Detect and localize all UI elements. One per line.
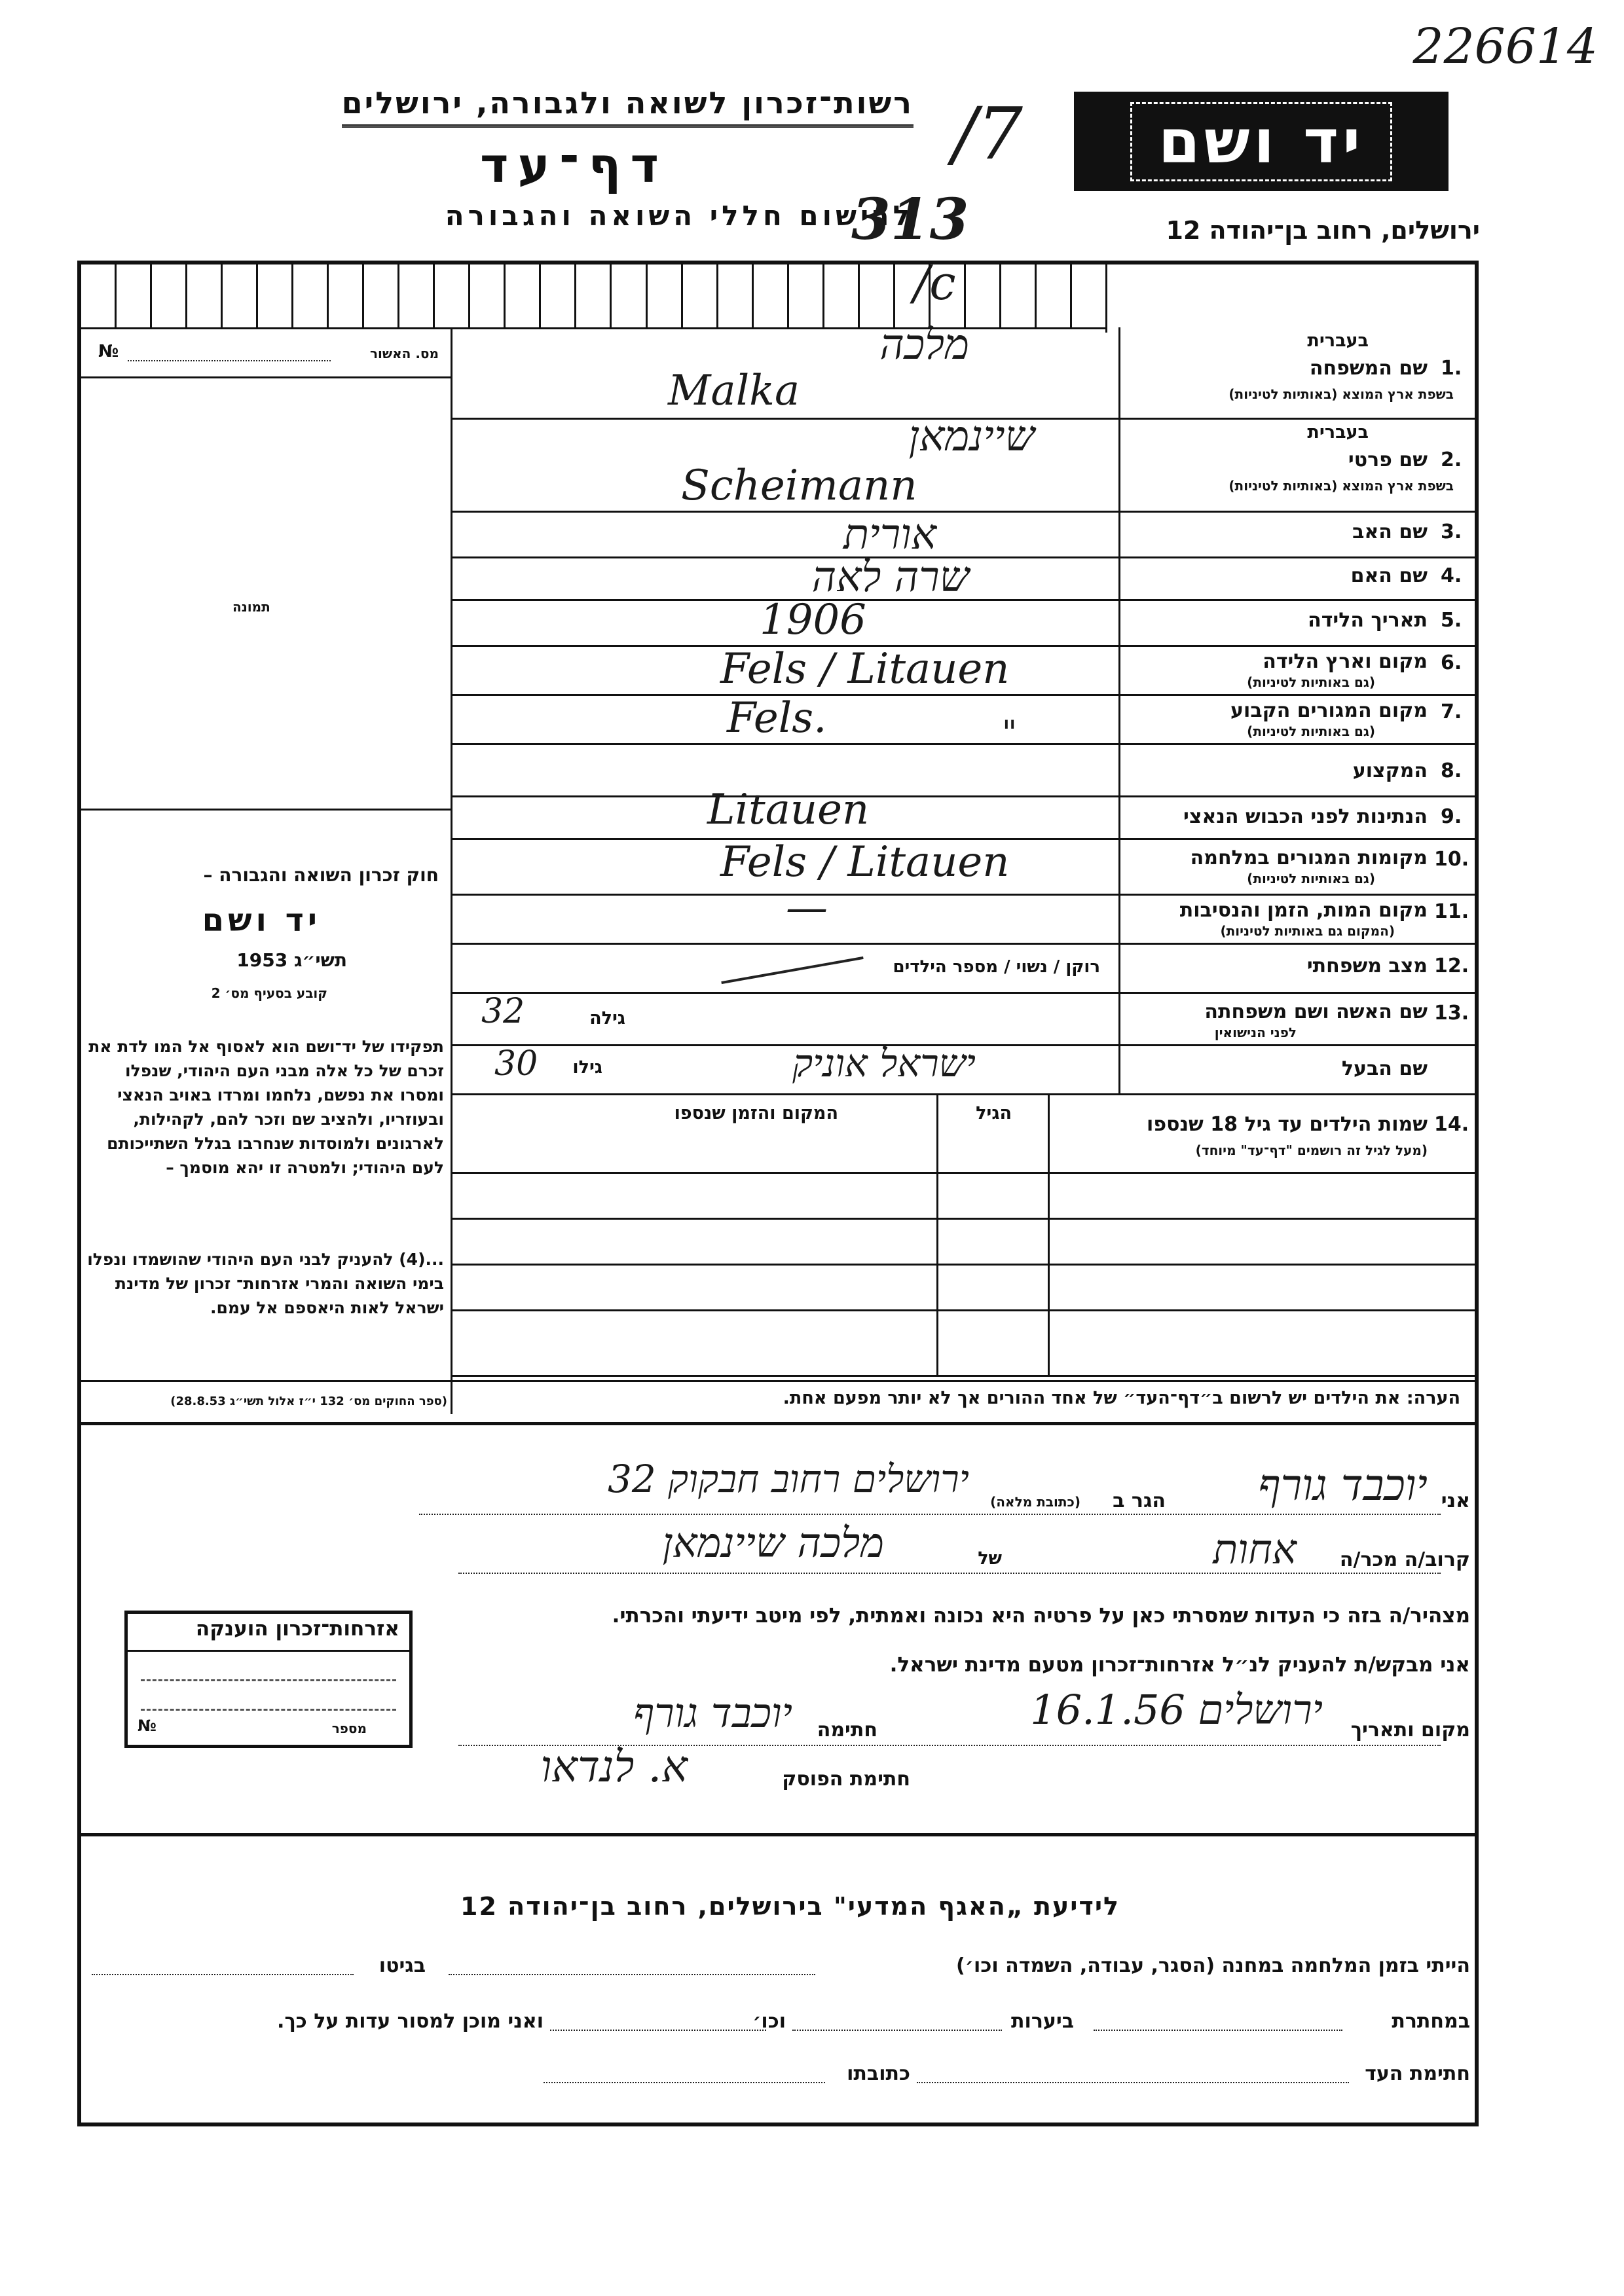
info-line2-d: ואני מוכן למסור עדות על כך.: [277, 2010, 544, 2033]
info-line2-dots-3: [550, 2030, 766, 2031]
place-date-value: ירושלים 16.1.56: [1030, 1686, 1323, 1734]
field-13-age-label: גילה: [589, 1008, 625, 1029]
declaration-text: מצהיר/ה בזה כי העדות שמסרתי כאן על פרטיה היא נכונה ואמתית, לפי מיטב ידיעתי והכרתי.: [612, 1604, 1470, 1628]
remark-bottom-line: [81, 1422, 1479, 1425]
info-line1-dots-2: [92, 1974, 354, 1975]
field-7-ditto: ": [1002, 714, 1017, 752]
children-row-line: [451, 1264, 1479, 1266]
field-4-value: שרה לאה: [811, 553, 969, 602]
handwritten-mark-1: /7: [953, 92, 1024, 175]
address: ירושלים, רחוב בן־יהודה 12: [1166, 216, 1480, 245]
husband-age-label: גילו: [572, 1057, 602, 1078]
declarant-name: יוכבד גורף: [1258, 1460, 1428, 1510]
form-title: דף־עד: [480, 137, 668, 194]
field-9-label: הנתינות לפני הכבוש הנאצי: [1183, 805, 1428, 828]
declarant-address-note: (כתובת מלאה): [990, 1494, 1080, 1510]
info-line2-c: וכו׳: [752, 2010, 786, 2033]
info-line1-a: הייתי בזמן המלחמה במחנה (הסגר, עבודה, השמדה וכו׳): [956, 1954, 1470, 1977]
relation-value: אחות: [1213, 1525, 1297, 1573]
field-5-number: 5.: [1441, 609, 1462, 632]
field-11-label: מקום המות, הזמן והנסיבות: [1179, 899, 1428, 922]
approval-label: מס. האשור: [370, 346, 439, 361]
children-col-divider-2: [936, 1093, 938, 1375]
place-date-label: מקום ותאריך: [1350, 1719, 1470, 1741]
signature-label: חתימה: [817, 1719, 877, 1741]
form-subtitle: לרישום חללי השואה והגבורה: [445, 200, 913, 232]
field-4-label: שם האם: [1350, 564, 1428, 587]
law-name: יד ושם: [202, 902, 321, 939]
field-1-value-hebrew: מלכה: [879, 321, 969, 369]
declarant-address: ירושלים רחוב חבקוק 32: [607, 1457, 969, 1501]
field-11-value: —: [786, 884, 828, 932]
info-line3-a: חתימת העד: [1365, 2062, 1470, 2085]
row-line: [451, 743, 1479, 745]
approval-no-sign: №: [98, 342, 119, 361]
request-text: אני מבקש/ת להעניק לנ״ל אזרחות־זכרון מטעם מדינת ישראל.: [889, 1653, 1470, 1677]
top-strip-divider: [1105, 261, 1107, 333]
field-7-number: 7.: [1441, 701, 1462, 723]
officer-signature: א. לנדאו: [540, 1741, 688, 1792]
certificate-title-line: [128, 1650, 409, 1652]
approval-line: [81, 376, 451, 378]
children-col-place: המקום והזמן שנספו: [674, 1103, 838, 1123]
row-line: [451, 795, 1479, 797]
certificate-title: אזרחות־זכרון הוענקה: [195, 1617, 399, 1641]
archive-number: 226614: [1412, 18, 1598, 75]
field-1-hebrew-tag: בעברית: [1307, 331, 1369, 351]
field-2-note: בשפת ארץ המוצא (באותיות לטיניות): [1228, 478, 1454, 494]
field-2-value-hebrew: שיינמאן: [908, 412, 1035, 461]
field-9-value: Litauen: [707, 786, 870, 834]
row-line: [451, 992, 1479, 994]
husband-label: שם הבעל: [1341, 1057, 1428, 1080]
husband-name-value: ישראל אוניק: [792, 1041, 976, 1085]
field-6-label: מקום וארץ הלידה: [1263, 650, 1428, 673]
info-line3-b: כתובתו: [847, 2062, 910, 2085]
field-10-number: 10.: [1434, 848, 1469, 871]
info-line2-dots-2: [792, 2030, 1002, 2031]
field-12-label: מצב משפחתי: [1306, 955, 1428, 977]
certificate-dash-2: [141, 1709, 396, 1711]
field-7-value: Fels.: [727, 694, 827, 742]
law-title: חוק זכרון השואה והגבורה –: [203, 864, 439, 886]
handwritten-mark-2: 313: [851, 187, 969, 253]
field-13-label: שם האשה ושם משפחתה: [1204, 1000, 1428, 1023]
form-frame: [77, 261, 1479, 2126]
row-line: [451, 1093, 1479, 1095]
photo-label: תמונה: [232, 599, 270, 615]
field-1-label: שם המשפחה: [1309, 357, 1428, 380]
children-label: שמות הילדים עד גיל 18 שנספו: [1147, 1113, 1428, 1136]
declarant-resides-label: הגר ב: [1113, 1489, 1166, 1512]
children-col-divider-1: [1048, 1093, 1050, 1375]
field-3-number: 3.: [1441, 520, 1462, 543]
field-6-value: Fels / Litauen: [720, 645, 1010, 693]
row-line: [451, 943, 1479, 945]
law-year: תשי״ג 1953: [236, 949, 347, 971]
field-3-label: שם האב: [1352, 520, 1428, 543]
field-3-value: אורית: [843, 511, 936, 559]
row-line: [451, 894, 1479, 896]
field-2-number: 2.: [1441, 448, 1462, 471]
field-13-age-value: 32: [481, 992, 525, 1031]
field-9-number: 9.: [1441, 805, 1462, 828]
field-6-number: 6.: [1441, 651, 1462, 674]
children-number: 14.: [1434, 1113, 1469, 1136]
info-line2-b: ביערות: [1011, 2010, 1074, 2033]
law-paragraph-1: תפקידו של יד־ושם הוא לאסוף אל המו לדת את זכרם של כל אלה מבני העם היהודי, שנפלו ומסרו את נפשם, נלחמו ומרדו באויב הנאצי ובעוזריו, ולהציב שם וזכר להם, לקהילות, לארגונים ולמוסדות שנחרבו בגלל השתייכותם לעם היהודי; ולמטרה זו יהא מוסמך –: [88, 1037, 444, 1177]
field-13-note: לפני הנישואין: [1214, 1025, 1297, 1040]
info-line3-dots-2: [544, 2082, 825, 2083]
of-label: של: [978, 1548, 1002, 1569]
info-line2-a: במחתרת: [1392, 2010, 1470, 2033]
top-strip-cells: [81, 264, 1105, 327]
field-1-number: 1.: [1441, 357, 1462, 380]
field-5-label: תאריך הלידה: [1308, 609, 1428, 632]
certificate-number-label: מספר: [331, 1721, 367, 1736]
info-line1-b: בגיטו: [378, 1954, 426, 1977]
field-1-value-latin: Malka: [668, 367, 800, 415]
field-7-note: (גם באותיות לטיניות): [1247, 723, 1375, 739]
field-13-number: 13.: [1434, 1002, 1469, 1025]
field-2-label: שם פרטי: [1348, 448, 1428, 471]
husband-age-value: 30: [494, 1044, 538, 1084]
field-12-number: 12.: [1434, 955, 1469, 977]
field-2-hebrew-tag: בעברית: [1307, 422, 1369, 443]
authority-title: רשות־זכרון לשואה ולגבורה, ירושלים: [342, 85, 913, 128]
remark-top-line: [81, 1380, 1479, 1382]
field-6-note: (גם באותיות לטיניות): [1247, 674, 1375, 690]
children-row-line: [451, 1218, 1479, 1220]
of-name-value: מלכה שיינמאן: [662, 1519, 884, 1567]
field-10-note: (גם באותיות לטיניות): [1247, 871, 1375, 886]
field-7-label: מקום המגורים הקבוע: [1230, 699, 1428, 722]
certificate-no-sign: №: [138, 1717, 157, 1735]
row-line: [451, 511, 1479, 513]
field-8-number: 8.: [1441, 759, 1462, 782]
certificate-dash-1: [141, 1679, 396, 1681]
left-column-divider: [451, 327, 452, 1414]
field-2-value-latin: Scheimann: [681, 462, 917, 510]
officer-label: חתימת הפוסק: [782, 1768, 910, 1791]
children-note: (מעל לגיל זה רושמים "דף־עד" מיוחד): [1195, 1142, 1428, 1158]
declarant-i-label: אני: [1441, 1489, 1470, 1512]
info-top-line: [81, 1833, 1479, 1836]
row-line: [451, 694, 1479, 696]
info-line2-dots-1: [1094, 2030, 1342, 2031]
field-5-value: 1906: [760, 596, 866, 644]
field-11-note: (המקום גם באותיות לטיניות): [1220, 923, 1395, 939]
field-10-label: מקומות המגורים במלחמה: [1190, 847, 1428, 869]
logo-text: יד ושם: [1130, 102, 1393, 181]
field-1-note: בשפת ארץ המוצא (באותיות לטיניות): [1228, 386, 1454, 402]
children-row-line: [451, 1375, 1479, 1377]
declarant-line: [419, 1514, 1441, 1515]
children-col-age: הגיל: [976, 1103, 1012, 1123]
label-column-divider: [1118, 327, 1120, 1093]
yad-vashem-logo: [1074, 92, 1449, 191]
handwritten-mark-3: /c: [913, 255, 956, 310]
approval-number-line: [128, 360, 331, 361]
info-line3-dots-1: [917, 2082, 1349, 2083]
remark: הערה: את הילדים יש לרשום ב״דף־העד״ של אחד ההורים אך לא יותר מפעם אחת.: [783, 1388, 1460, 1408]
field-11-number: 11.: [1434, 900, 1469, 923]
children-row-line: [451, 1172, 1479, 1174]
field-10-value: Fels / Litauen: [720, 838, 1010, 886]
field-4-number: 4.: [1441, 564, 1462, 587]
law-section: קובע בסעיף מס׳ 2: [211, 985, 327, 1001]
relative-line: [458, 1573, 1441, 1574]
info-line1-dots-1: [449, 1974, 815, 1975]
children-row-line: [451, 1309, 1479, 1311]
field-12-options: רוקן / נשוי / מספר הילדים: [893, 957, 1100, 977]
info-title: לידיעת „האגף המדעי" בירושלים, רחוב בן־יהודה 12: [460, 1892, 1120, 1921]
photo-box-bottom: [81, 809, 451, 811]
law-paragraph-2: ...(4) להעניק לבני העם היהודי שהושמדו ונפלו בימי השואה והמרי אזרחות־ זכרון של מדינת ישראל לאות היאספם אל עמם.: [87, 1250, 444, 1317]
field-8-label: המקצוע: [1352, 759, 1428, 782]
signature-value: יוכבד גורף: [633, 1689, 792, 1737]
relative-label: קרוב/ה מכר/ה: [1339, 1548, 1470, 1571]
law-citation: (ספר החוקים מס׳ 132 י״ז אלול תשי״ג 28.8.53): [170, 1394, 447, 1408]
